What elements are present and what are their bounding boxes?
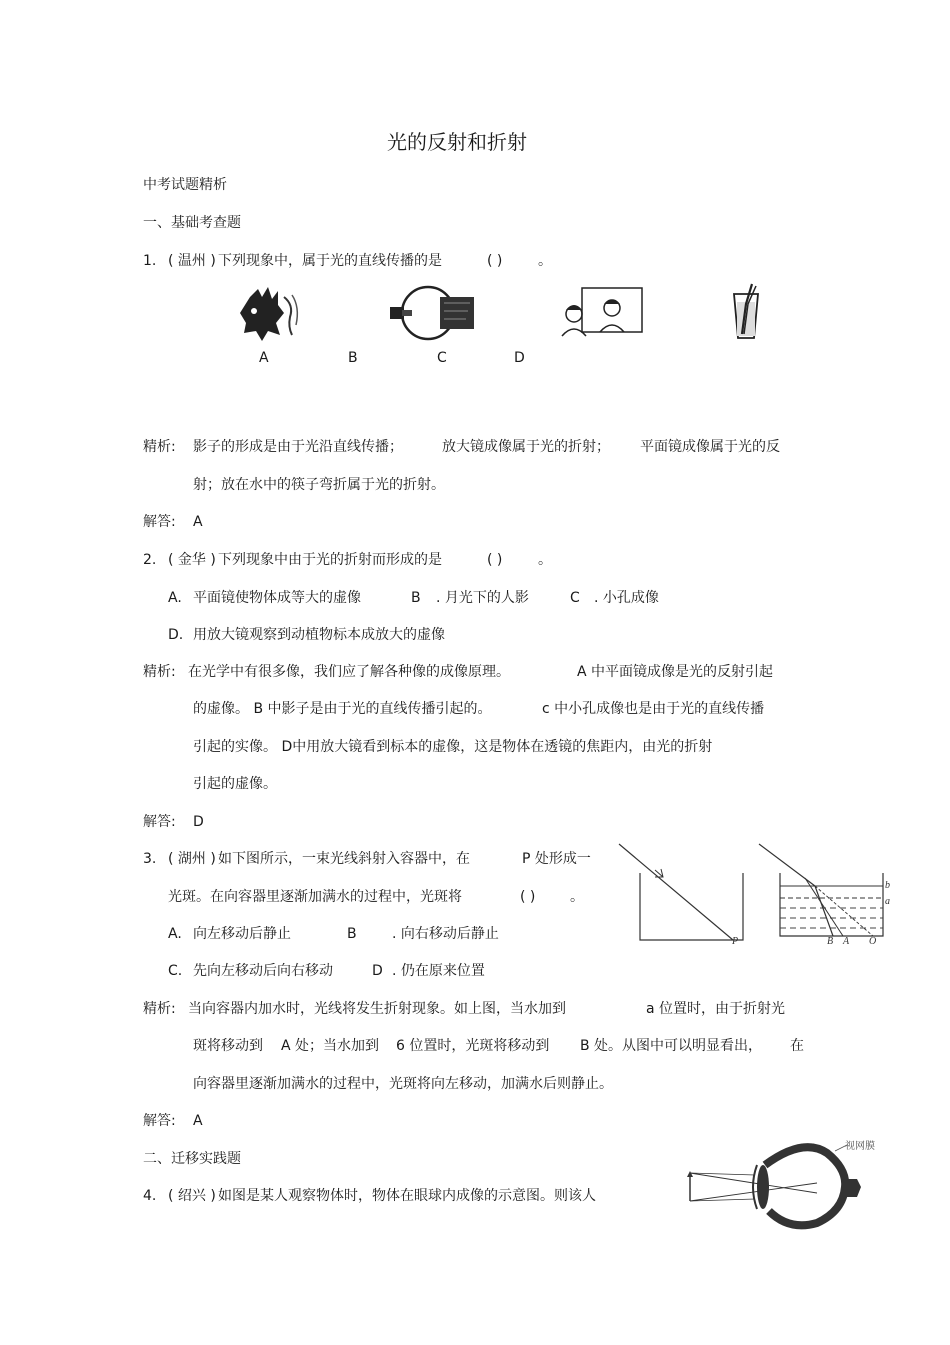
q3-analysis-line2-e: 在 <box>790 1038 804 1054</box>
q3-source: ( 湖州 ) <box>168 851 216 867</box>
q1-label-b: B <box>348 350 358 366</box>
container-empty-figure <box>615 840 750 948</box>
q3-analysis-line1-a: 当向容器内加水时，光线将发生折射现象。如上图，当水加到 <box>188 1001 566 1017</box>
q3-analysis-line1-b: a 位置时，由于折射光 <box>646 1001 786 1017</box>
q2-end: 。 <box>538 552 552 568</box>
q3-answer-paren: ( ) <box>520 889 536 905</box>
q3-analysis-line2-d: B 处。从图中可以明显看出， <box>580 1038 763 1054</box>
q2-analysis-label: 精析: <box>143 664 176 680</box>
q2-analysis-line1-b: A 中平面镜成像是光的反射引起 <box>577 664 774 680</box>
q2-option-b-letter: B <box>411 590 421 606</box>
q3-analysis-label: 精析: <box>143 1001 176 1017</box>
q1-number: 1. <box>143 253 157 269</box>
q3-analysis-line3: 向容器里逐渐加满水的过程中，光斑将向左移动，加满水后则静止。 <box>193 1076 613 1092</box>
q3-answer-label: 解答: <box>143 1113 176 1129</box>
section-heading-transfer: 二、迁移实践题 <box>143 1151 241 1167</box>
q3-analysis-line2-a: 斑将移动到 <box>193 1038 263 1054</box>
q3-answer: A <box>193 1113 203 1129</box>
q3-end: 。 <box>570 889 584 905</box>
q3-option-d-letter: D <box>372 963 383 979</box>
mirror-image-figure <box>560 284 646 342</box>
eye-figure <box>685 1135 890 1230</box>
q2-source: ( 金华 ) <box>168 552 216 568</box>
q1-answer: A <box>193 514 203 530</box>
magnifier-figure <box>388 285 478 345</box>
q3-analysis-line2-c: 6 位置时，光斑将移动到 <box>396 1038 550 1054</box>
q2-analysis-line2-a: 的虚像。 B 中影子是由于光的直线传播引起的。 <box>193 701 492 717</box>
fig-label-o: O <box>869 936 877 947</box>
q2-analysis-line2-b: c 中小孔成像也是由于光的直线传播 <box>542 701 765 717</box>
q2-option-d: 用放大镜观察到动植物标本成放大的虚像 <box>193 627 445 643</box>
q4-number: 4. <box>143 1188 157 1204</box>
q3-option-b-letter: B <box>347 926 357 942</box>
q3-number: 3. <box>143 851 157 867</box>
q1-label-d: D <box>514 350 525 366</box>
fig-label-p: P <box>732 936 739 947</box>
page-title: 光的反射和折射 <box>387 130 527 154</box>
retina-label: 视网膜 <box>845 1141 875 1152</box>
q3-option-c: 先向左移动后向右移动 <box>193 963 333 979</box>
q2-analysis-line3: 引起的实像。 D中用放大镜看到标本的虚像，这是物体在透镜的焦距内，由光的折射 <box>193 739 713 755</box>
q2-option-c-letter: C <box>570 590 580 606</box>
q1-analysis-label: 精析: <box>143 439 176 455</box>
q4-source: ( 绍兴 ) <box>168 1188 216 1204</box>
q3-stem-a: 如下图所示，一束光线斜射入容器中，在 <box>218 851 470 867</box>
q2-analysis-line4: 引起的虚像。 <box>193 776 277 792</box>
q1-label-a: A <box>259 350 269 366</box>
q1-analysis-line1-c: 平面镜成像属于光的反 <box>640 439 780 455</box>
q2-option-d-letter: D. <box>168 627 184 643</box>
q1-answer-paren: ( ) <box>487 253 503 269</box>
chopsticks-in-water-figure <box>728 282 764 344</box>
hand-shadow-figure <box>232 285 304 345</box>
fig-label-b-level: b <box>885 880 890 891</box>
fig-label-a-level: a <box>885 896 890 907</box>
q2-option-b: . 月光下的人影 <box>436 590 529 606</box>
q1-stem: 下列现象中，属于光的直线传播的是 <box>218 253 442 269</box>
q2-analysis-line1-a: 在光学中有很多像，我们应了解各种像的成像原理。 <box>188 664 510 680</box>
section-heading-basic: 一、基础考查题 <box>143 215 241 231</box>
q2-answer-label: 解答: <box>143 814 176 830</box>
fig-label-b: B <box>827 936 834 947</box>
q3-option-c-letter: C. <box>168 963 183 979</box>
fig-label-a: A <box>843 936 850 947</box>
q1-label-c: C <box>437 350 447 366</box>
q3-analysis-line2-b: A 处；当水加到 <box>281 1038 380 1054</box>
q3-option-b: . 向右移动后静止 <box>392 926 499 942</box>
q2-number: 2. <box>143 552 157 568</box>
q2-option-a: 平面镜使物体成等大的虚像 <box>193 590 361 606</box>
container-water-figure <box>755 840 895 948</box>
q2-option-c: . 小孔成像 <box>594 590 659 606</box>
q3-option-a: 向左移动后静止 <box>193 926 291 942</box>
q1-analysis-line1-a: 影子的形成是由于光沿直线传播； <box>193 439 403 455</box>
q1-analysis-line1-b: 放大镜成像属于光的折射； <box>442 439 610 455</box>
q1-source: ( 温州 ) <box>168 253 216 269</box>
q1-analysis-line2: 射；放在水中的筷子弯折属于光的折射。 <box>193 477 445 493</box>
q2-stem: 下列现象中由于光的折射而形成的是 <box>218 552 442 568</box>
q1-answer-label: 解答: <box>143 514 176 530</box>
q2-option-a-letter: A. <box>168 590 182 606</box>
q4-stem: 如图是某人观察物体时，物体在眼球内成像的示意图。则该人 <box>218 1188 596 1204</box>
q3-stem-b: P 处形成一 <box>522 851 591 867</box>
subtitle: 中考试题精析 <box>143 177 227 193</box>
q3-option-a-letter: A. <box>168 926 182 942</box>
q1-end: 。 <box>538 253 552 269</box>
q2-answer-paren: ( ) <box>487 552 503 568</box>
q3-option-d: . 仍在原来位置 <box>392 963 485 979</box>
q2-answer: D <box>193 814 204 830</box>
q3-stem-line2: 光斑。在向容器里逐渐加满水的过程中，光斑将 <box>168 889 462 905</box>
